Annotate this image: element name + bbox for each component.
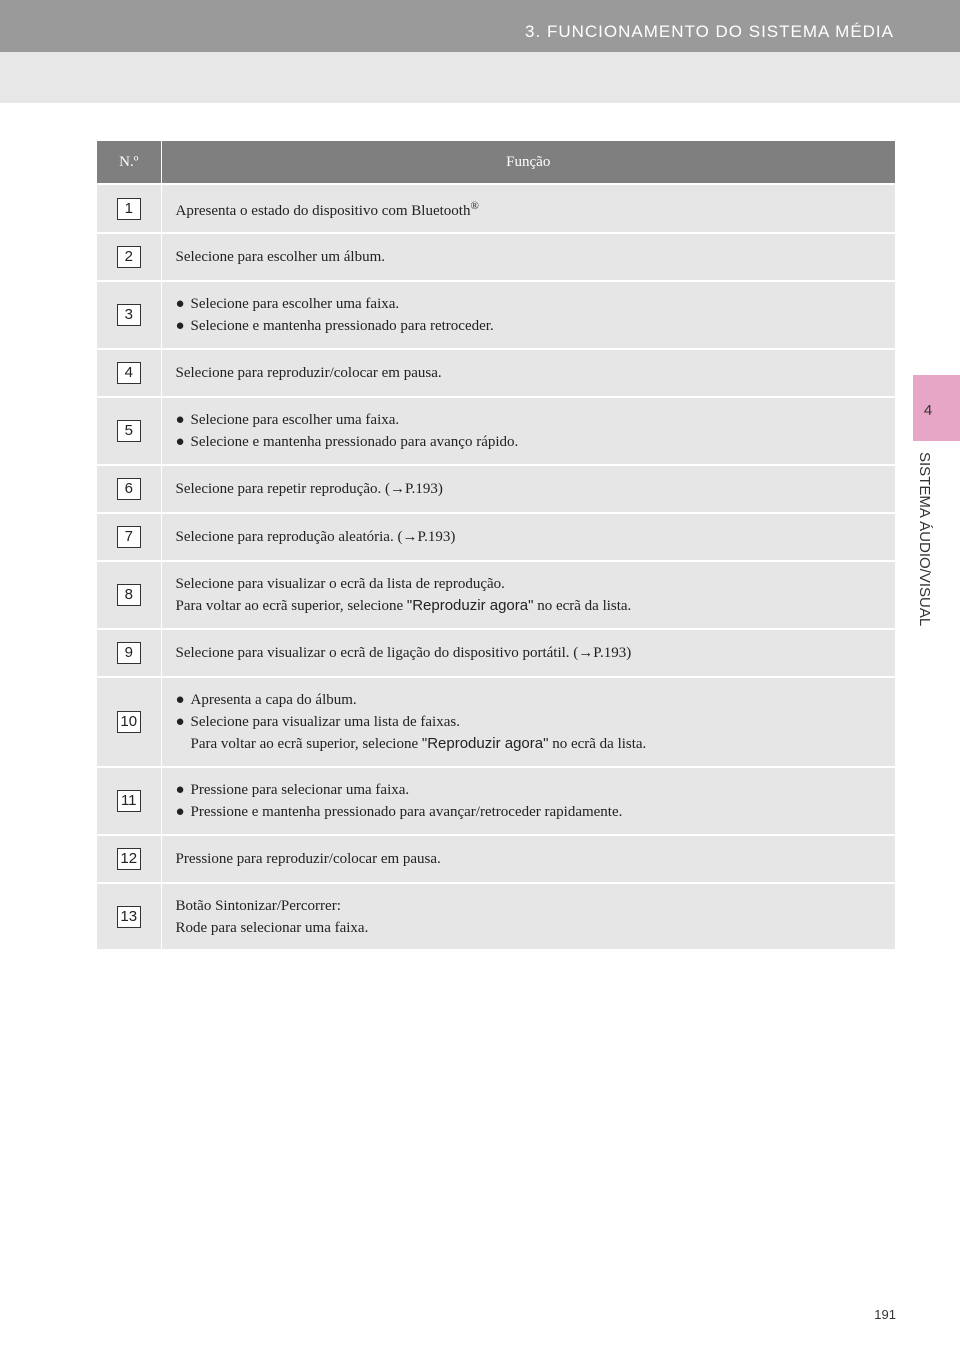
chapter-tab-number: 4 [923, 402, 933, 419]
table-row [97, 883, 895, 949]
bullet-item: ● Selecione e mantenha pressionado para avanço rápido. [176, 431, 882, 453]
function-text [161, 767, 895, 835]
page-number: 191 [874, 1307, 896, 1322]
bullet-item: ● Apresenta a capa do álbum. [176, 689, 882, 711]
function-table [97, 141, 895, 949]
item-number: 11 [117, 790, 141, 812]
function-text: Botão Sintonizar/Percorrer: Rode para selecionar uma faixa. [161, 883, 895, 949]
table-row [97, 397, 895, 465]
item-number: 7 [117, 526, 141, 548]
table-row [97, 184, 895, 233]
column-header-function: Função [161, 141, 895, 184]
bullet-icon: ● [175, 296, 185, 312]
table-row [97, 233, 895, 281]
table-row [97, 561, 895, 629]
table-row [97, 677, 895, 767]
function-text: Selecione para reproduzir/colocar em pausa. [161, 349, 895, 397]
registered-mark: ® [470, 200, 479, 212]
item-number: 3 [117, 304, 141, 326]
reproduzir-agora-label: "Reproduzir agora" [421, 735, 549, 752]
table-row [97, 465, 895, 513]
table-row [97, 349, 895, 397]
function-text: Selecione para visualizar o ecrã de ligação do dispositivo portátil. (→P.193) [161, 629, 895, 677]
item-number: 4 [117, 362, 141, 384]
table-row [97, 835, 895, 883]
item-number: 6 [117, 478, 141, 500]
function-text: Selecione para repetir reprodução. (→P.193) [161, 465, 895, 513]
function-text: Selecione para reprodução aleatória. (→P.193) [161, 513, 895, 561]
bullet-item: ● Selecione para visualizar uma lista de faixas. [176, 711, 882, 733]
table-header-row [97, 141, 895, 184]
bullet-icon: ● [175, 714, 185, 730]
bullet-icon: ● [175, 692, 185, 708]
bullet-icon: ● [175, 434, 185, 450]
function-text: Pressione para reproduzir/colocar em pausa. [161, 835, 895, 883]
function-text: Selecione para visualizar o ecrã da lista de reprodução. Para voltar ao ecrã superior, selecione "Reproduzir agora" no ecrã da lista. [161, 561, 895, 629]
bullet-icon: ● [175, 412, 185, 428]
column-header-number: N.º [97, 141, 161, 184]
bullet-item: ● Selecione e mantenha pressionado para retroceder. [176, 315, 882, 337]
table-row [97, 281, 895, 349]
bullet-icon: ● [175, 782, 185, 798]
chapter-tab [913, 375, 960, 441]
item-number: 12 [117, 848, 141, 870]
header-title: 3. FUNCIONAMENTO DO SISTEMA MÉDIA [525, 22, 894, 41]
function-text: Apresenta o estado do dispositivo com Bluetooth® [161, 184, 895, 233]
item-number: 9 [117, 642, 141, 664]
section-label: SISTEMA ÁUDIO/VISUAL [916, 452, 933, 627]
bullet-item: ● Selecione para escolher uma faixa. [176, 409, 882, 431]
table-row [97, 513, 895, 561]
item-number: 1 [117, 198, 141, 220]
header-bar [0, 0, 960, 52]
item-number: 10 [117, 711, 141, 733]
bullet-item: ● Pressione para selecionar uma faixa. [176, 779, 882, 801]
function-text [161, 397, 895, 465]
function-text: Selecione para escolher um álbum. [161, 233, 895, 281]
bullet-item: ● Selecione para escolher uma faixa. [176, 293, 882, 315]
item-number: 2 [117, 246, 141, 268]
function-text: ● Apresenta a capa do álbum. ● Selecione para visualizar uma lista de faixas. Para voltar ao ecrã superior, selecione "Reproduzir agora" no ecrã da lista. [161, 677, 895, 767]
table-row [97, 629, 895, 677]
item-number: 13 [117, 906, 141, 928]
table-row [97, 767, 895, 835]
item-number: 5 [117, 420, 141, 442]
bullet-icon: ● [175, 804, 185, 820]
item-number: 8 [117, 584, 141, 606]
header-band [0, 52, 960, 103]
function-text [161, 281, 895, 349]
bullet-icon: ● [175, 318, 185, 334]
bullet-item: ● Pressione e mantenha pressionado para avançar/retroceder rapidamente. [176, 801, 882, 823]
reproduzir-agora-label: "Reproduzir agora" [406, 597, 534, 614]
